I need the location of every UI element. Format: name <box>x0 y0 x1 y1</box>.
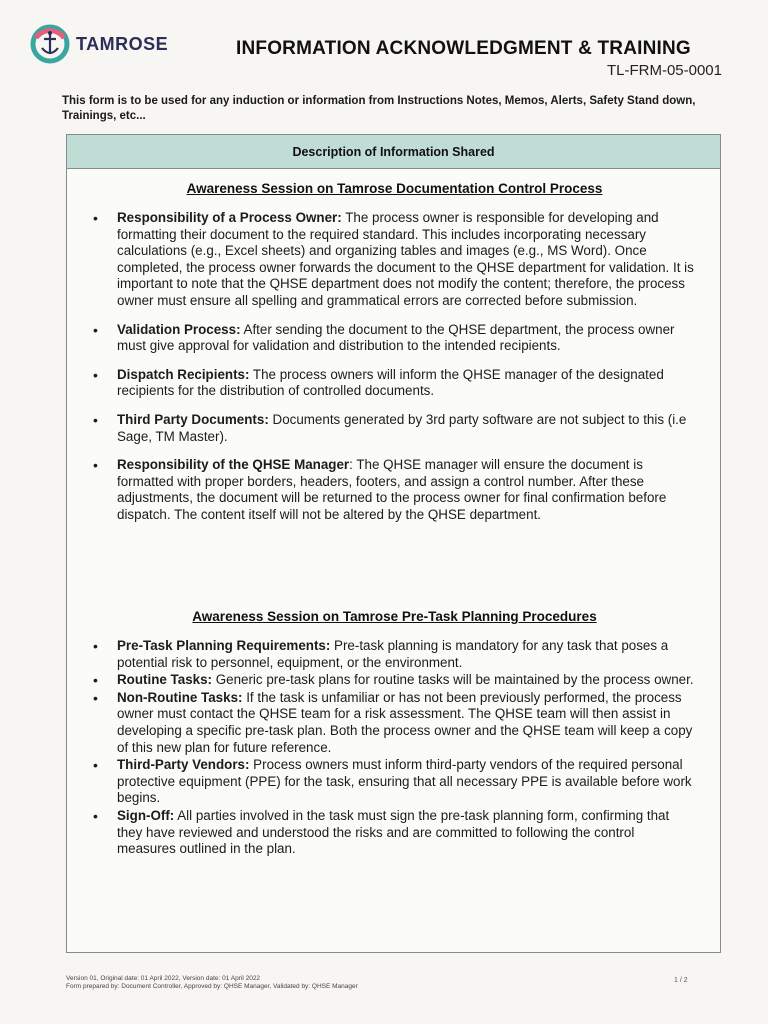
section-documentation-control <box>67 181 722 536</box>
item-label: Dispatch Recipients: <box>117 366 250 382</box>
bullet-dot-icon: • <box>93 807 98 824</box>
box-heading: Description of Information Shared <box>67 135 720 169</box>
item-text: If the task is unfamiliar or has not been previously performed, the process owner must contact the QHSE team for a risk assessment. The QHSE team will then assist in developing a specific pre-task plan. Both the process owner and the QHSE team will keep a copy of this new plan for future reference. <box>117 689 693 755</box>
item-label: Sign-Off: <box>117 807 175 823</box>
bullet-dot-icon: • <box>93 411 98 428</box>
list-item <box>67 672 722 689</box>
item-label: Non-Routine Tasks: <box>117 689 243 705</box>
item-text: The process owners will inform the QHSE manager of the designated recipients for the distribution of controlled documents. <box>117 366 664 399</box>
section-title: Awareness Session on Tamrose Pre-Task Planning Procedures <box>192 609 597 624</box>
list-item <box>67 638 722 671</box>
bullet-dot-icon: • <box>93 321 98 338</box>
footer-version: Version 01, Original date: 01 April 2022, Version date: 01 April 2022 <box>66 975 261 982</box>
company-logo <box>28 22 168 66</box>
bullet-dot-icon: • <box>93 672 98 689</box>
anchor-lifebuoy-icon <box>28 22 72 66</box>
list-item <box>67 457 722 523</box>
information-box <box>66 134 721 953</box>
footer-prepared-by: Form prepared by: Document Controller, Approved by: QHSE Manager, Validated by: QHSE Manager <box>66 983 358 990</box>
list-item <box>67 322 722 355</box>
item-text: Pre-task planning is mandatory for any task that poses a potential risk to personnel, equipment, or the environment. <box>117 638 669 670</box>
list-item <box>67 412 722 445</box>
bullet-dot-icon: • <box>93 638 98 654</box>
item-text: Process owners must inform third-party vendors of the required personal protective equipment (PPE) for the task, ensuring that all necessary PPE is available before work begins. <box>117 757 692 806</box>
footer-info <box>66 975 358 991</box>
list-item <box>67 808 722 858</box>
bullet-dot-icon: • <box>93 457 98 474</box>
intro-text: This form is to be used for any induction or information from Instructions Notes, Memos, Alerts, Safety Stand down, Trainings, etc... <box>62 95 696 122</box>
bullet-list <box>67 638 722 858</box>
item-label: Third-Party Vendors: <box>117 757 250 773</box>
list-item <box>67 690 722 756</box>
bullet-dot-icon: • <box>93 366 98 383</box>
list-item <box>67 757 722 807</box>
item-text: Generic pre-task plans for routine tasks will be maintained by the process owner. <box>212 672 694 688</box>
bullet-dot-icon: • <box>93 757 98 774</box>
page-number: 1 / 2 <box>674 977 688 984</box>
item-label: Third Party Documents: <box>117 411 269 427</box>
section-title: Awareness Session on Tamrose Documentation Control Process <box>186 181 603 196</box>
company-name: TAMROSE <box>76 33 169 54</box>
bullet-dot-icon: • <box>93 689 98 706</box>
list-item <box>67 210 722 310</box>
item-label: Pre-Task Planning Requirements: <box>117 638 331 653</box>
item-text: All parties involved in the task must sign the pre-task planning form, confirming that they have reviewed and understood the risks and are committed to following the control measures outlined in the plan. <box>117 807 670 857</box>
item-text: : The QHSE manager will ensure the document is formatted with proper borders, headers, footers, and assign a control number. After these adjustments, the document will be returned to the process owner for final confirmation before dispatch. The content itself will not be altered by the QHSE department. <box>117 457 667 522</box>
item-label: Responsibility of the QHSE Manager <box>117 457 350 473</box>
item-label: Responsibility of a Process Owner: <box>117 210 342 225</box>
form-code: TL-FRM-05-0001 <box>606 62 722 79</box>
item-text: Documents generated by 3rd party software are not subject to this (i.e Sage, TM Master). <box>117 411 687 444</box>
item-label: Validation Process: <box>117 321 241 337</box>
bullet-list <box>67 210 722 524</box>
list-item <box>67 367 722 400</box>
section-pre-task-planning <box>67 609 722 859</box>
page-title: INFORMATION ACKNOWLEDGMENT & TRAINING <box>236 38 691 59</box>
item-text: The process owner is responsible for developing and formatting their document to the required standard. This includes incorporating necessary calculations (e.g., Excel sheets) and organizing tables and images (e.g., MS Word). Once completed, the process owner forwards the document to the QHSE department for validation. It is important to note that the QHSE department does not modify the content; therefore, the process owner must ensure all spelling and grammatical errors are corrected before submission. <box>117 210 694 308</box>
item-label: Routine Tasks: <box>117 672 212 688</box>
item-text: After sending the document to the QHSE department, the process owner must give approval for validation and distribution to the intended recipients. <box>117 321 675 354</box>
bullet-dot-icon: • <box>93 210 98 226</box>
